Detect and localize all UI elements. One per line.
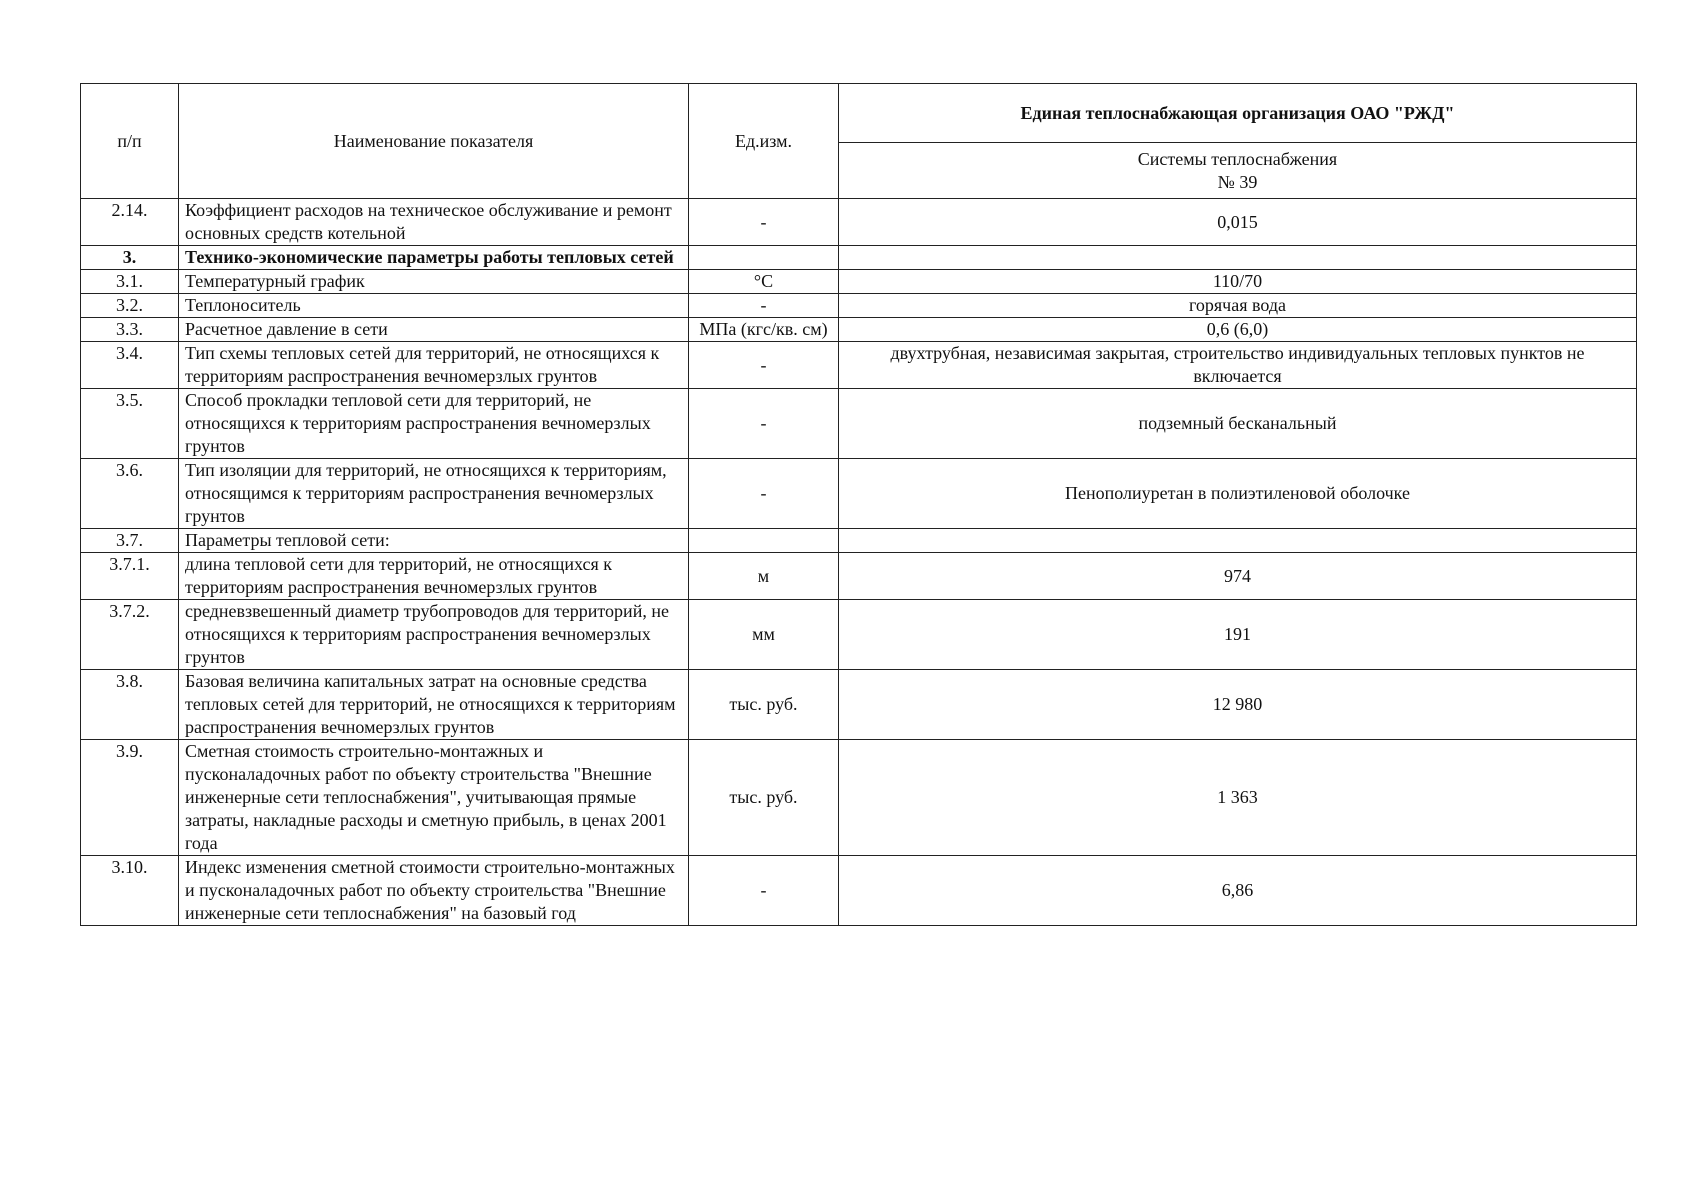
row-number: 3.7. — [81, 529, 179, 553]
row-number: 3.1. — [81, 270, 179, 294]
table-row — [81, 318, 1637, 342]
table-row — [81, 342, 1637, 389]
row-unit: м — [689, 553, 839, 600]
row-unit: - — [689, 389, 839, 459]
row-name: Базовая величина капитальных затрат на основные средства тепловых сетей для территорий, не относящихся к территориям распространения вечномерзлых грунтов — [179, 670, 689, 740]
row-value — [839, 529, 1637, 553]
row-unit: мм — [689, 600, 839, 670]
row-name: Параметры тепловой сети: — [179, 529, 689, 553]
table-row — [81, 529, 1637, 553]
indicator-table — [80, 83, 1637, 926]
row-value — [839, 246, 1637, 270]
row-name: Температурный график — [179, 270, 689, 294]
row-number: 3. — [81, 246, 179, 270]
row-unit — [689, 246, 839, 270]
row-unit — [689, 529, 839, 553]
row-name: Способ прокладки тепловой сети для территорий, не относящихся к территориям распространения вечномерзлых грунтов — [179, 389, 689, 459]
row-value: 6,86 — [839, 856, 1637, 926]
row-number: 3.2. — [81, 294, 179, 318]
row-number: 3.7.2. — [81, 600, 179, 670]
row-name: Сметная стоимость строительно-монтажных и пусконаладочных работ по объекту строительства "Внешние инженерные сети теплоснабжения", учитывающая прямые затраты, накладные расходы и сметную прибыль, в ценах 2001 года — [179, 740, 689, 856]
table-row — [81, 294, 1637, 318]
row-number: 3.6. — [81, 459, 179, 529]
table-row — [81, 270, 1637, 294]
row-value: двухтрубная, независимая закрытая, строительство индивидуальных тепловых пунктов не включается — [839, 342, 1637, 389]
table-row — [81, 459, 1637, 529]
table-row — [81, 199, 1637, 246]
row-name: Тип изоляции для территорий, не относящихся к территориям, относящимся к территориям распространения вечномерзлых грунтов — [179, 459, 689, 529]
row-unit: - — [689, 294, 839, 318]
table-row — [81, 600, 1637, 670]
header-col-unit: Ед.изм. — [689, 84, 839, 199]
row-unit: °С — [689, 270, 839, 294]
header-systems-line2: № 39 — [1217, 171, 1258, 192]
header-systems — [839, 143, 1637, 199]
row-number: 3.10. — [81, 856, 179, 926]
row-value: 0,6 (6,0) — [839, 318, 1637, 342]
row-value: 974 — [839, 553, 1637, 600]
row-number: 2.14. — [81, 199, 179, 246]
row-value: 0,015 — [839, 199, 1637, 246]
row-number: 3.9. — [81, 740, 179, 856]
row-unit: - — [689, 342, 839, 389]
row-value: 1 363 — [839, 740, 1637, 856]
row-value: 110/70 — [839, 270, 1637, 294]
row-unit: - — [689, 856, 839, 926]
row-unit: тыс. руб. — [689, 670, 839, 740]
row-value: Пенополиуретан в полиэтиленовой оболочке — [839, 459, 1637, 529]
header-col-num: п/п — [81, 84, 179, 199]
row-value: подземный бесканальный — [839, 389, 1637, 459]
row-name: Расчетное давление в сети — [179, 318, 689, 342]
table-row — [81, 740, 1637, 856]
row-unit: тыс. руб. — [689, 740, 839, 856]
row-name: Коэффициент расходов на техническое обслуживание и ремонт основных средств котельной — [179, 199, 689, 246]
header-col-name: Наименование показателя — [179, 84, 689, 199]
table-row — [81, 856, 1637, 926]
row-value: 191 — [839, 600, 1637, 670]
table-row — [81, 246, 1637, 270]
header-row — [81, 84, 1637, 143]
row-number: 3.8. — [81, 670, 179, 740]
row-unit: - — [689, 199, 839, 246]
row-unit: МПа (кгс/кв. см) — [689, 318, 839, 342]
row-value: горячая вода — [839, 294, 1637, 318]
row-name: длина тепловой сети для территорий, не относящихся к территориям распространения вечномерзлых грунтов — [179, 553, 689, 600]
row-value: 12 980 — [839, 670, 1637, 740]
row-name: Индекс изменения сметной стоимости строительно-монтажных и пусконаладочных работ по объекту строительства "Внешние инженерные сети теплоснабжения" на базовый год — [179, 856, 689, 926]
row-number: 3.7.1. — [81, 553, 179, 600]
header-systems-line1: Системы теплоснабжения — [1137, 148, 1338, 169]
row-name: Технико-экономические параметры работы тепловых сетей — [179, 246, 689, 270]
row-name: Теплоноситель — [179, 294, 689, 318]
row-name: средневзвешенный диаметр трубопроводов для территорий, не относящихся к территориям распространения вечномерзлых грунтов — [179, 600, 689, 670]
table-row — [81, 389, 1637, 459]
table-row — [81, 553, 1637, 600]
header-org: Единая теплоснабжающая организация ОАО "РЖД" — [839, 84, 1637, 143]
row-number: 3.5. — [81, 389, 179, 459]
row-number: 3.3. — [81, 318, 179, 342]
row-number: 3.4. — [81, 342, 179, 389]
row-unit: - — [689, 459, 839, 529]
row-name: Тип схемы тепловых сетей для территорий, не относящихся к территориям распространения вечномерзлых грунтов — [179, 342, 689, 389]
table-row — [81, 670, 1637, 740]
